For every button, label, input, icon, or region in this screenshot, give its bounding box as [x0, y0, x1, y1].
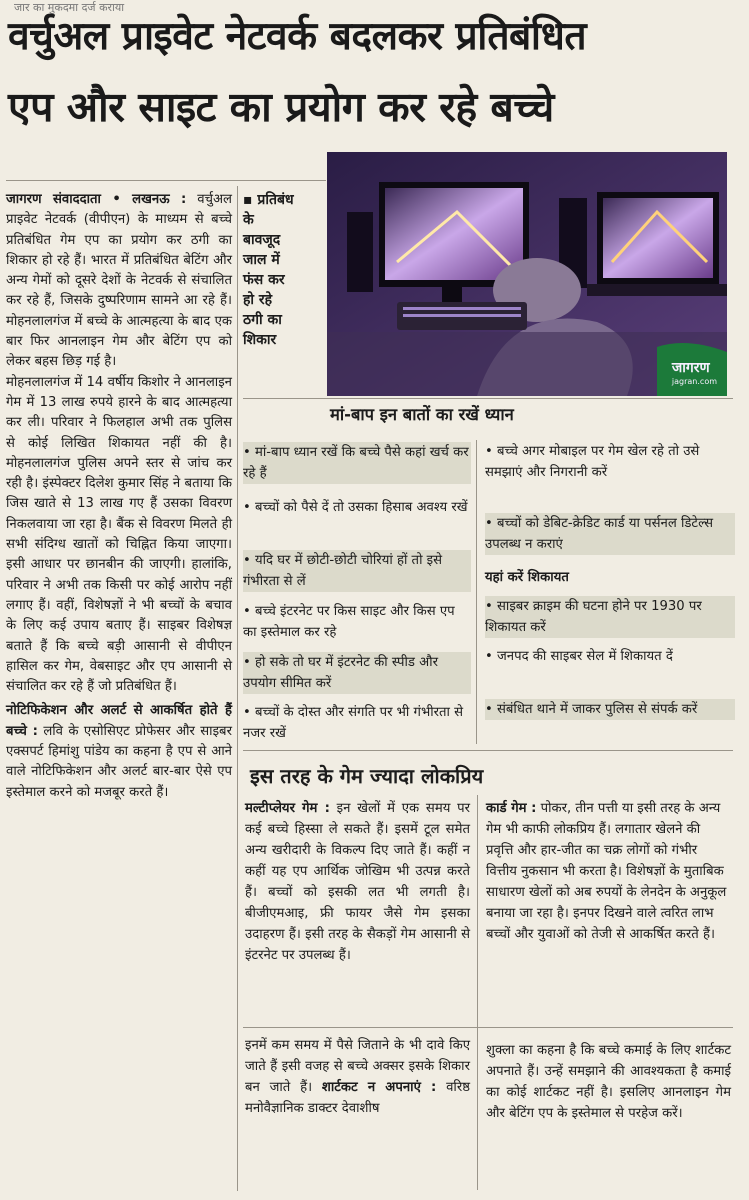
sub-text: लवि के एसोसिएट प्रोफेसर और साइबर एक्सपर्ट हिमांशु पांडेय का कहना है एप से आने वाले नोटिफिकेशन और अलर्ट बार-बार ऐसे एप इस्तेमाल करने को मजबूर करते हैं। [6, 723, 232, 800]
gaming-setup-illustration [327, 152, 727, 396]
complaint-item: • संबंधित थाने में जाकर पुलिस से संपर्क करें [485, 699, 735, 720]
multiplayer-text: इन खेलों में एक समय पर कई बच्चे हिस्सा ले सकते हैं। इसमें टूल समेत अन्य खरीदारी के विकल्प दिए जाते हैं। कहीं न कहीं यह एप आर्थिक जोखिम भी उत्पन्न करते हैं। बच्चों को इसकी लत भी लगती है। बीजीएमआइ, फ्री फायर जैसे गेम इसका उदाहरण हैं। इसी तरह के सैकड़ों गेम आसानी से इंटरनेट पर उपलब्ध हैं। [245, 801, 470, 963]
callout-line: के [243, 212, 254, 228]
byline: जागरण संवाददाता • लखनऊ : [6, 192, 187, 207]
article-column [6, 190, 232, 803]
tip-item: • बच्चे अगर मोबाइल पर गेम खेल रहे तो उसे समझाएं और निगरानी करें [485, 444, 700, 480]
popular-games-title: इस तरह के गेम ज्यादा लोकप्रिय [250, 764, 484, 788]
tips-divider [476, 440, 477, 744]
sub-heading: नोटिफिकेशन और अलर्ट से आकर्षित होते हैं बच्चे : [6, 703, 232, 739]
complaint-item: • साइबर क्राइम की घटना होने पर 1930 पर शिकायत करें [485, 596, 735, 638]
column-divider-lower [477, 795, 478, 1190]
bottom-mid-paragraph [245, 1035, 470, 1119]
photo-credit-brand: जागरण [671, 360, 710, 376]
photo-credit-url: jagran.com [671, 377, 717, 386]
article-paragraph: मोहनलालगंज में 14 वर्षीय किशोर ने आनलाइन गेम में 13 लाख रुपये हारने के बाद आत्महत्या कर ली। परिवार ने फिलहाल अभी तक पुलिस से कोई लिखित शिकायत नहीं की है। मोहनलालगंज पुलिस अपने स्तर से जांच कर रही है। इंस्पेक्टर दिलेश कुमार सिंह ने बताया कि जिस खाते से 13 लाख गए हैं उसका विवरण निकलवाया जा रहा है। बैंक से विवरण मिलते ही सभी संदिग्ध खातों को चिह्नित किया जाएगा। इसी आधार पर छानबीन की जाएगी। हालांकि, परिवार ने अभी तक किसी पर कोई आरोप नहीं लगाए हैं। वहीं, विशेषज्ञों ने भी बच्चों के बचाव के लिए कई उपाय बताए हैं। साइबर विशेषज्ञ बताते हैं कि बच्चे बड़ी आसानी से वीपीएन हासिल कर गेम, वेबसाइट और एप आसानी से संचालित कर रहे हैं जो प्रतिबंधित हैं। [6, 374, 232, 695]
bottom-section-rule [243, 1027, 733, 1028]
multiplayer-label: मल्टीप्लेयर गेम : [245, 801, 330, 816]
callout-line: ठगी का [243, 312, 282, 328]
photo-credit [672, 358, 717, 386]
tips-box-title: मां-बाप इन बातों का रखें ध्यान [330, 405, 514, 424]
tip-item: • मां-बाप ध्यान रखें कि बच्चे पैसे कहां खर्च कर रहे हैं [243, 442, 471, 484]
tips-box-top-rule [243, 398, 733, 399]
headline-rule [6, 180, 326, 181]
card-game-paragraph [486, 798, 731, 945]
multiplayer-paragraph [245, 798, 470, 966]
callout-line: जाल में [243, 252, 280, 268]
callout-line: शिकार [243, 332, 277, 348]
tip-item: • बच्चों को पैसे दें तो उसका हिसाब अवश्य रखें [243, 500, 468, 515]
callout-line: फंस कर [243, 272, 285, 288]
article-paragraph: वर्चुअल प्राइवेट नेटवर्क (वीपीएन) के माध्यम से बच्चे प्रतिबंधित गेम एप का प्रयोग कर ठगी का शिकार हो रहे हैं। भारत में प्रतिबंधित बेटिंग और अन्य गेमों को दूसरे देशों के नेटवर्क से संचालित कर रहे हैं, जिसके दुष्परिणाम सामने आ रहे हैं। मोहनलालगंज में बच्चे के आत्महत्या के बाद एक बार फिर आनलाइन गेम और बेटिंग एप को लेकर बहस छिड़ गई है। [6, 192, 232, 370]
photo-callout: ▪ प्रतिबंध के बावजूद जाल में फंस कर हो रहे ठगी का शिकार [243, 190, 318, 350]
tip-item: • बच्चों को डेबिट-क्रेडिट कार्ड या पर्सनल डिटेल्स उपलब्ध न कराएं [485, 513, 735, 555]
card-game-label: कार्ड गेम : [486, 801, 537, 816]
headline-line-2: एप और साइट का प्रयोग कर रहे बच्चे [8, 83, 554, 131]
tips-box-bottom-rule [243, 750, 733, 751]
headline-line-1: वर्चुअल प्राइवेट नेटवर्क बदलकर प्रतिबंधित [8, 14, 587, 59]
tip-item: • बच्चे इंटरनेट पर किस साइट और किस एप का इस्तेमाल कर रहे [243, 604, 455, 640]
shortcut-label: शार्टकट न अपनाएं : [321, 1080, 437, 1095]
callout-line: प्रतिबंध [257, 192, 294, 208]
complaint-item: • जनपद की साइबर सेल में शिकायत दें [485, 649, 673, 664]
complaint-heading: यहां करें शिकायत [485, 570, 569, 585]
callout-line: हो रहे [243, 292, 273, 308]
column-divider [237, 186, 238, 1191]
news-photo [327, 152, 727, 396]
top-strip-text: जार का मुकदमा दर्ज कराया [14, 1, 125, 14]
bottom-right-paragraph: शुक्ला का कहना है कि बच्चे कमाई के लिए शार्टकट अपनाते हैं। उन्हें समझाने की आवश्यकता है कमाई का कोई शार्टकट नहीं है। इसलिए आनलाइन गेम और बेटिंग एप के इस्तेमाल से परहेज करें। [486, 1043, 731, 1121]
callout-line: बावजूद [243, 232, 281, 248]
bottom-mid-tail: वरिष्ठ मनोवैज्ञानिक डाक्टर देवाशीष [245, 1080, 471, 1116]
tip-item: • यदि घर में छोटी-छोटी चोरियां हों तो इसे गंभीरता से लें [243, 550, 471, 592]
card-game-text: पोकर, तीन पत्ती या इसी तरह के अन्य गेम भी काफी लोकप्रिय हैं। लगातार खेलने की प्रवृत्ति और हार-जीत का चक्र लोगों को गंभीर वित्तीय नुकसान भी करता है। विशेषज्ञों के मुताबिक साधारण खेलों को अब रुपयों के लेनदेन के अनुकूल बनाया जा रहा है। इनपर दिखने वाले त्वरित लाभ बच्चों और युवाओं को तेजी से आकर्षित करते हैं। [486, 801, 727, 942]
tip-item: • हो सके तो घर में इंटरनेट की स्पीड और उपयोग सीमित करें [243, 652, 471, 694]
bottom-mid-text: इनमें कम समय में पैसे जिताने के भी दावे किए जाते हैं इसी वजह से बच्चे अक्सर इसके शिकार बन जाते हैं। [245, 1038, 470, 1095]
tip-item: • बच्चों के दोस्त और संगति पर भी गंभीरता से नजर रखें [243, 705, 464, 741]
